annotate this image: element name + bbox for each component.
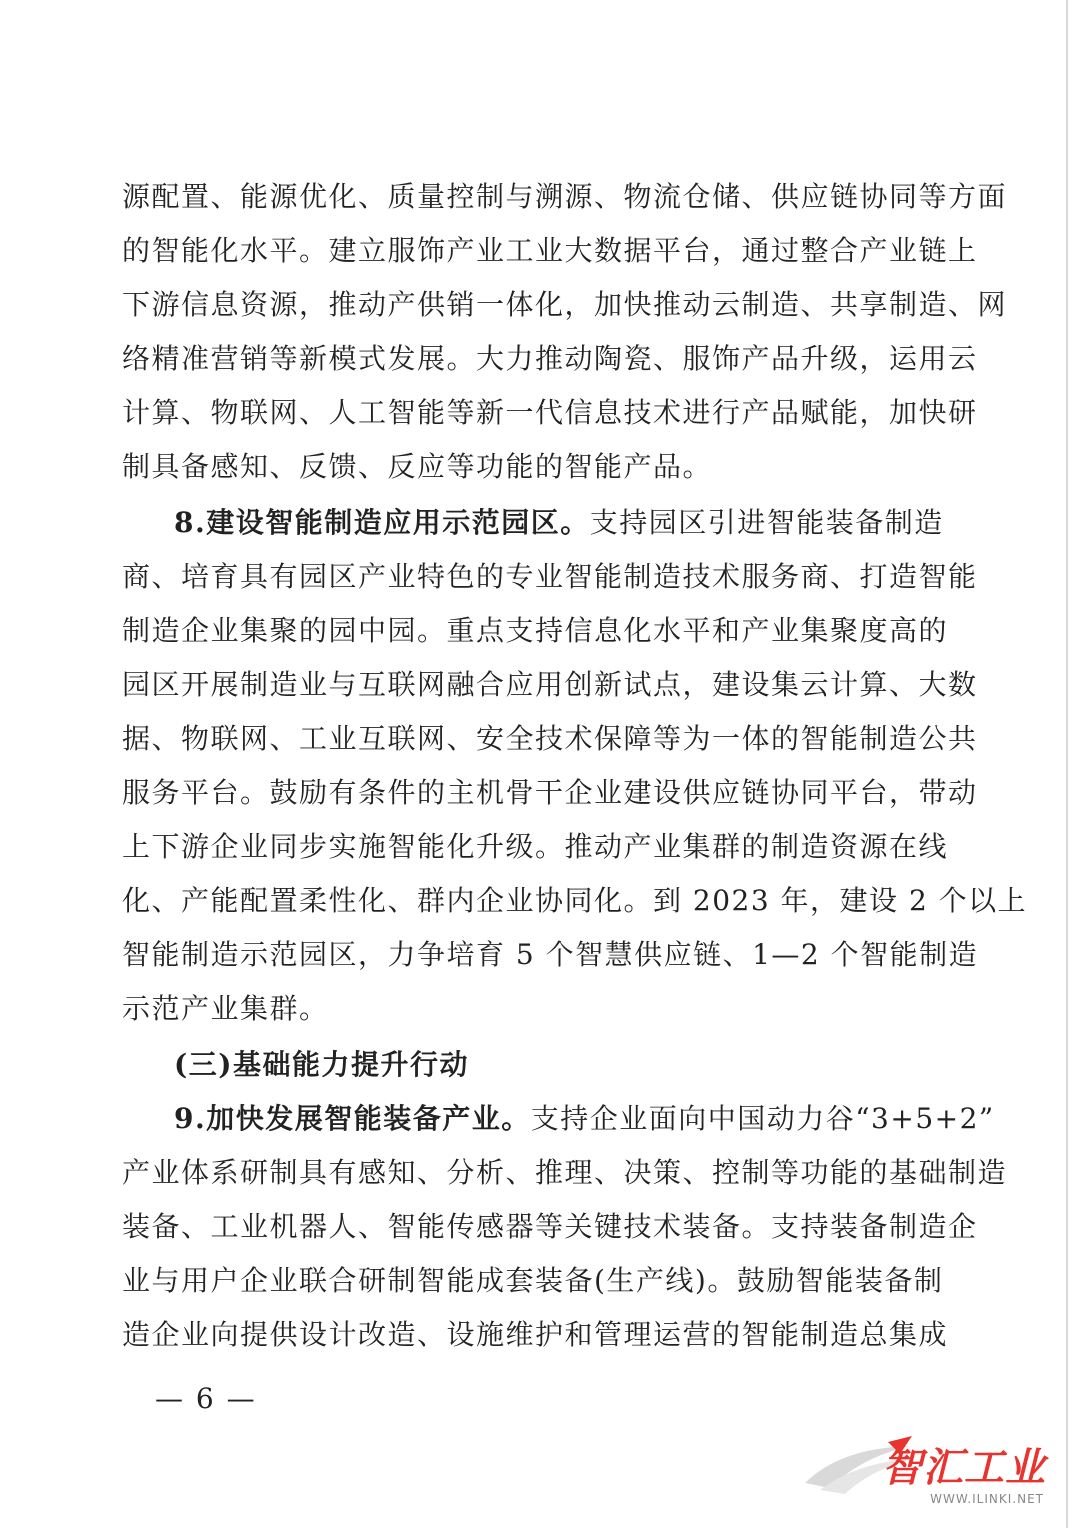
paragraph-heading-9: 9.加快发展智能装备产业。 <box>174 1102 531 1135</box>
paragraph-1 <box>122 170 1008 494</box>
page-number: — 6 — <box>155 1382 257 1415</box>
paragraph-line: 业与用户企业联合研制智能成套装备(生产线)。鼓励智能装备制 <box>122 1264 944 1297</box>
paragraph-line: 制造企业集聚的园中园。重点支持信息化水平和产业集聚度高的 <box>122 614 949 647</box>
paragraph-line: 智能制造示范园区，力争培育 5 个智慧供应链、1—2 个智能制造 <box>122 938 979 971</box>
section-heading-text: (三)基础能力提升行动 <box>174 1048 469 1081</box>
paragraph-2 <box>122 496 1028 1036</box>
paragraph-line: 制具备感知、反馈、反应等功能的智能产品。 <box>122 450 713 483</box>
paragraph-line: 商、培育具有园区产业特色的专业智能制造技术服务商、打造智能 <box>122 560 978 593</box>
paragraph-line: 的智能化水平。建立服饰产业工业大数据平台，通过整合产业链上 <box>122 234 978 267</box>
paragraph-line: 示范产业集群。 <box>122 992 329 1025</box>
watermark-logo <box>800 1428 1050 1508</box>
paragraph-line: 化、产能配置柔性化、群内企业协同化。到 2023 年，建设 2 个以上 <box>122 884 1028 917</box>
paragraph-line: 服务平台。鼓励有条件的主机骨干企业建设供应链协同平台，带动 <box>122 776 978 809</box>
paragraph-line: 计算、物联网、人工智能等新一代信息技术进行产品赋能，加快研 <box>122 396 978 429</box>
paragraph-line: 下游信息资源，推动产供销一体化，加快推动云制造、共享制造、网 <box>122 288 1008 321</box>
paragraph-first-line <box>122 496 944 550</box>
paragraph-line: 产业体系研制具有感知、分析、推理、决策、控制等功能的基础制造 <box>122 1156 1008 1189</box>
paragraph-line: 园区开展制造业与互联网融合应用创新试点，建设集云计算、大数 <box>122 668 978 701</box>
paragraph-line: 源配置、能源优化、质量控制与溯源、物流仓储、供应链协同等方面 <box>122 180 1008 213</box>
paragraph-heading-8: 8.建设智能制造应用示范园区。 <box>174 506 590 539</box>
watermark-url: WWW.ILINKI.NET <box>930 1492 1044 1506</box>
paragraph-line: 装备、工业机器人、智能传感器等关键技术装备。支持装备制造企 <box>122 1210 978 1243</box>
document-body <box>122 170 1028 1362</box>
paragraph-3 <box>122 1092 1008 1362</box>
paragraph-line: 络精准营销等新模式发展。大力推动陶瓷、服饰产品升级，运用云 <box>122 342 978 375</box>
paragraph-line: 上下游企业同步实施智能化升级。推动产业集群的制造资源在线 <box>122 830 949 863</box>
paragraph-text: 支持企业面向中国动力谷“3+5+2” <box>530 1102 995 1135</box>
paragraph-line: 造企业向提供设计改造、设施维护和管理运营的智能制造总集成 <box>122 1318 949 1351</box>
page-edge <box>1066 0 1068 1528</box>
paragraph-first-line <box>122 1092 995 1146</box>
paragraph-line: 据、物联网、工业互联网、安全技术保障等为一体的智能制造公共 <box>122 722 978 755</box>
paragraph-text: 支持园区引进智能装备制造 <box>589 506 944 539</box>
watermark-brand: 智汇工业 <box>882 1445 1046 1491</box>
section-heading <box>122 1038 922 1092</box>
